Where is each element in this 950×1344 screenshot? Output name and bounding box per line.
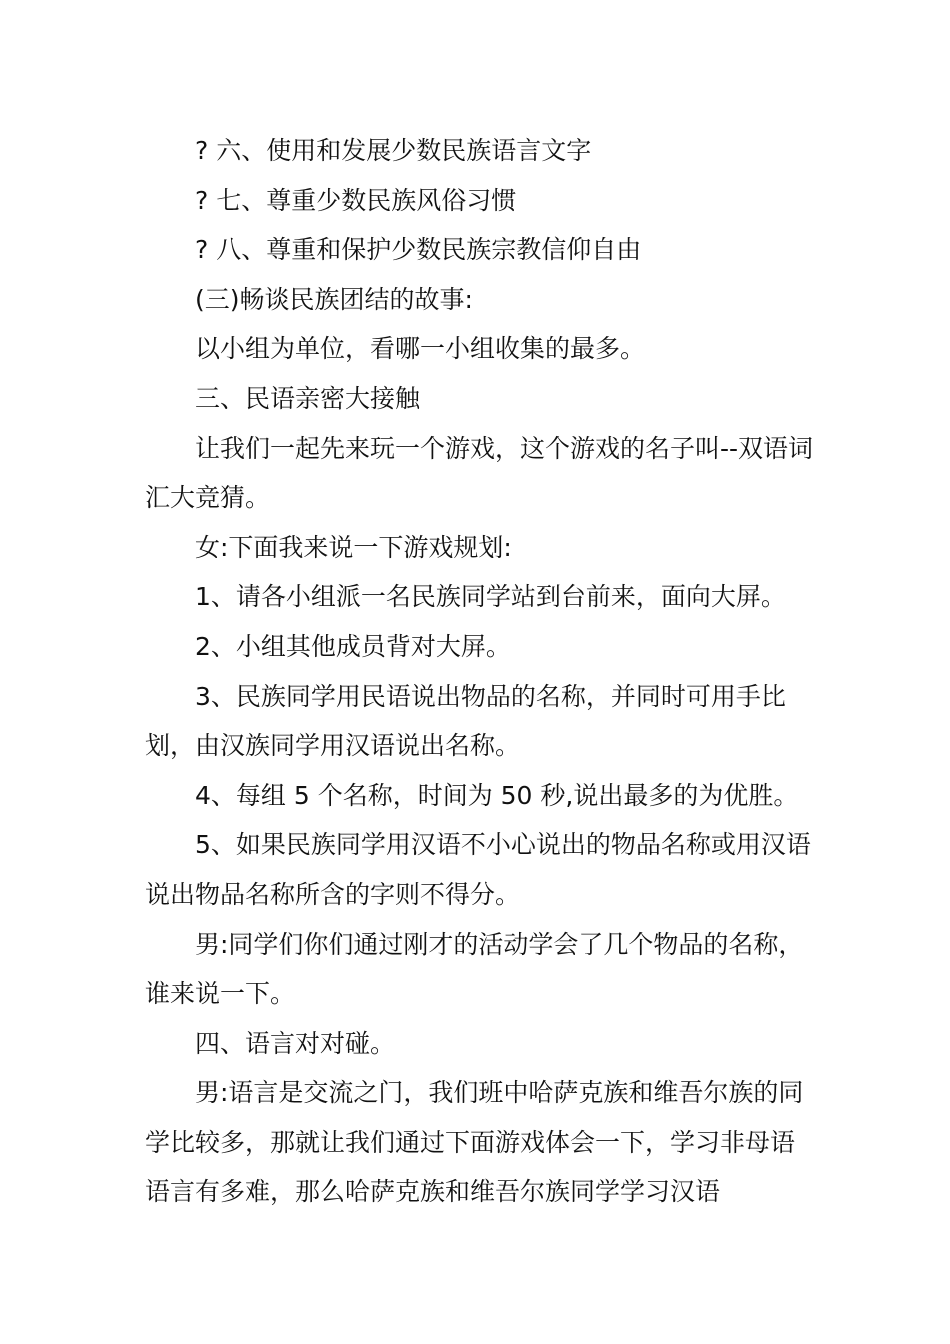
subheading-stories: (三)畅谈民族团结的故事: <box>195 284 473 314</box>
section-heading-three: 三、民语亲密大接触 <box>195 383 421 413</box>
rule-item-1: 1、请各小组派一名民族同学站到台前来，面向大屏。 <box>195 582 786 612</box>
rule-item-3: 3、民族同学用民语说出物品的名称，并同时可用手比划，由汉族同学用汉语说出名称。 <box>145 681 786 761</box>
section-heading-four: 四、语言对对碰。 <box>195 1028 396 1058</box>
paragraph-game-intro: 让我们一起先来玩一个游戏，这个游戏的名子叫--双语词汇大竞猜。 <box>145 433 814 513</box>
paragraph-rules-intro: 女:下面我来说一下游戏规划: <box>195 532 512 562</box>
list-item-seven: ? 七、尊重少数民族风俗习惯 <box>195 185 517 215</box>
rule-item-2: 2、小组其他成员背对大屏。 <box>195 631 511 661</box>
paragraph-language-door: 男:语言是交流之门，我们班中哈萨克族和维吾尔族的同学比较多，那就让我们通过下面游戏体会一下，学习非母语语言有多难，那么哈萨克族和维吾尔族同学学习汉语 <box>145 1078 804 1207</box>
rule-item-5: 5、如果民族同学用汉语不小心说出的物品名称或用汉语说出物品名称所含的字则不得分。 <box>145 830 811 909</box>
document-body <box>145 126 815 1217</box>
rule-item-4: 4、每组 5 个名称，时间为 50 秒,说出最多的为优胜。 <box>195 780 799 810</box>
paragraph-male-question: 男:同学们你们通过刚才的活动学会了几个物品的名称，谁来说一下。 <box>145 929 804 1009</box>
paragraph-group-unit: 以小组为单位，看哪一小组收集的最多。 <box>195 334 646 364</box>
list-item-six: ? 六、使用和发展少数民族语言文字 <box>195 136 592 165</box>
list-item-eight: ? 八、尊重和保护少数民族宗教信仰自由 <box>195 235 642 265</box>
